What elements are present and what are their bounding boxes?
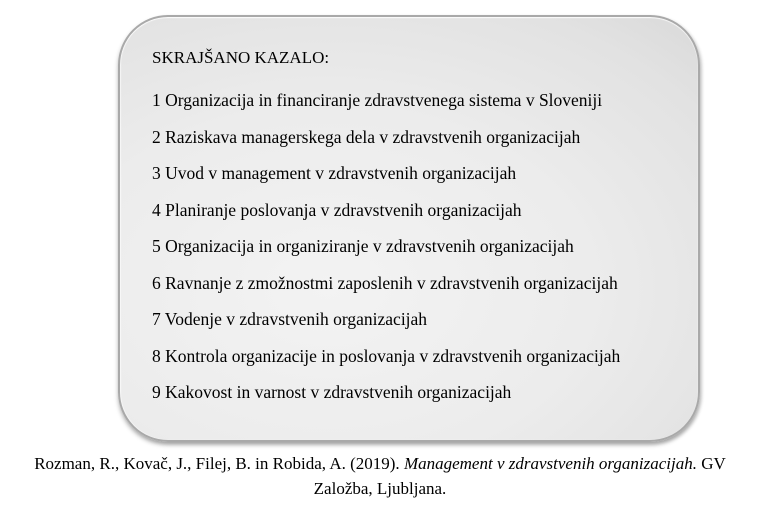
toc-item-3: 3 Uvod v management v zdravstvenih organizacijah	[152, 163, 517, 183]
toc-item-4: 4 Planiranje poslovanja v zdravstvenih organizacijah	[152, 199, 522, 220]
citation-book-title: Management v zdravstvenih organizacijah.	[403, 454, 697, 473]
toc-title: SKRAJŠANO KAZALO:	[152, 48, 330, 67]
toc-box	[118, 15, 700, 442]
toc-item-8: 8 Kontrola organizacije in poslovanja v zdravstvenih organizacijah	[152, 345, 621, 366]
toc-item-5: 5 Organizacija in organiziranje v zdravstvenih organizacijah	[152, 236, 574, 256]
toc-item-2: 2 Raziskava managerskega dela v zdravstvenih organizacijah	[152, 126, 581, 147]
toc-item-7: 7 Vodenje v zdravstvenih organizacijah	[152, 309, 428, 329]
toc-item-9: 9 Kakovost in varnost v zdravstvenih organizacijah	[152, 382, 512, 402]
toc-item-6: 6 Ravnanje z zmožnostmi zaposlenih v zdravstvenih organizacijah	[152, 272, 618, 293]
citation-authors-year: Rozman, R., Kovač, J., Filej, B. in Robida, A. (2019).	[34, 454, 404, 473]
toc-item-1: 1 Organizacija in financiranje zdravstvenega sistema v Sloveniji	[152, 90, 603, 110]
citation-text	[17, 452, 743, 501]
citation	[0, 452, 760, 501]
citation-publisher: GV Založba, Ljubljana.	[313, 454, 726, 498]
